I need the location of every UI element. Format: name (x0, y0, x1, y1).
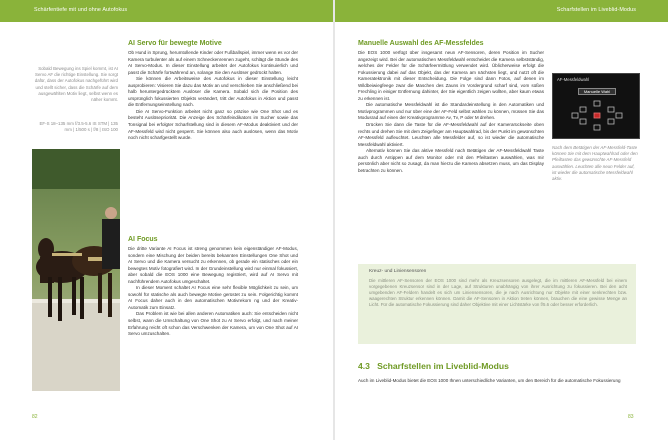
page-number-right: 83 (628, 414, 634, 420)
paragraph: Drücken Sie dann die Taste für die AF-Messfeldwahl auf der Kamerarückseite oben rechts und drehen Sie mit dem Zeigefinger am Hauptwahlrad, bis der Punkt im gewünschten AF-Messfeld aufleuchtet. Leuchten alle Messfelder auf, so ist wieder die automatische Messfeldwahl aktiviert. (358, 122, 545, 147)
info-box-title: Kreuz- und Liniensensoren (369, 269, 427, 274)
horse-carriage-illustration (32, 149, 120, 391)
header-bar-left (0, 0, 333, 22)
running-header-right: Scharfstellen im Liveblid-Modus (556, 7, 636, 13)
paragraph: Die AI Servo-Funktion arbeitet nicht ganz so präzise wie One Shot und es besteht Auslösepriorität. Die Anzeige des Schärfeindikators im Sucher sowie das Tonsignal bei erfolgter Scharfstellung sind in diesem AF-Modus deaktiviert und der AF-Messfeld wird nicht gesperrt. Sie können also auch auslösen, wenn das Motiv noch nicht scharfgestellt wurde. (128, 108, 298, 141)
af-field-text (358, 50, 544, 174)
paragraph: Alternativ können Sie das aktive Messfeld nach Betätigen der AF-Messfeldwahl Taste auch durch Antippen auf dem Monitor oder mit den Pfeiltasten auswählen, was mir persönlich aber nicht so zusagt, da man hierzu die Kamera absetzen muss, um das Display betrachten zu können. (358, 148, 544, 173)
ai-focus-text (128, 246, 298, 338)
ai-servo-text (128, 50, 298, 142)
info-box-text: Die mittleren AF-Sensoren der EOS 1000 sind mehr als Kreuzsensoren ausgelegt, die im mittleren AF-Messfeld bei einem vorgegebenen Kreuzsensor sind in der Lage, auf Strukturen unabhängig von ihrer Ausrichtung zu fokussieren. Bei den acht umgebenden AF-Feldern handelt es sich um Liniensensoren, die je nach Ausrichtung nur Objekte mit einer senkrechten bzw. waagerechten Struktur erkennen können. Damit die AF-Sensoren in Aktion treten können, brauchen die eine gewisse Menge an Licht. Für die automatische Fokussierung sind daher Objektive mit einer Lichtstärke von f/5.6 oder besser erforderlich. (369, 278, 627, 308)
header-bar-right (335, 0, 668, 22)
paragraph: Die automatische Messfeldwahl ist die Standardeinstellung in den Automatiken und Motivprogrammen und nur über eine der AF-Feld selbst wählen zu können, müssen Sie das Modusrad auf einen der Kreativprogramme Av, Tv, P oder M drehen. (358, 102, 544, 121)
camera-screen-mode: Manuelle Wahl (578, 88, 616, 95)
paragraph: Die dritte Variante AI Focus ist streng genommen kein eigenständiger AF-Modus, sondern eine Mischung der beiden bereits bekannten Einstellungen One Shot und AI Servo und die Kamera versucht zu erkennen, ob gerade ein statisches oder ein bewegtes Motiv fotografiert wird. In der Grundeinstellung wird nur einmal fokussiert, aber sobald die EOS 1000 eine Bewegung registriert, wird auf AI Servo mit nachführendem Autofokus umgeschaltet. (128, 246, 298, 284)
af-points-icon (570, 100, 624, 132)
camera-af-screen (552, 73, 640, 139)
paragraph: Ob Hund in Sprung, herumtollende Kinder oder Fußballspiel, immer wenn es vor der Kamera turbulenter als auf einem Schneckenrennen zugeht, schlägt die Stunde des AI Servo-Modus. In dieser Einstellung arbeitet der Autofokus kontinuierlich und passt die Schärfe fortwährend an, solange Sie den Auslöser gedrückt halten. (128, 50, 298, 75)
paragraph: Auch im Liveblid-Modus bietet die EOS 1000 Ihnen unterschiedliche Varianten, um den Bereich für die automatische Fokussierung (358, 378, 621, 383)
info-box (358, 264, 636, 344)
section-number: 4.3 (358, 361, 370, 371)
photo-exif: EF-S 18–135 mm f/3.5-5.6 IS STM | 135 mm | 1/500 s | f/8 | ISO 100 (39, 121, 118, 133)
section-heading-liveview (358, 361, 509, 371)
section-title-af-field: Manuelle Auswahl des AF-Messfeldes (358, 40, 484, 47)
paragraph: Das Problem ist wie bei allen anderen Automatiken auch: Sie entscheiden nicht selbst, wann die Umschaltung von One Shot zu AI Servo erfolgt, und nach meiner Erfahrung reicht oft schon das Verschwenken der Kamera, um von One Shot auf AI Servo umzuschalten. (128, 311, 298, 337)
section-title: Scharfstellen im Liveblid-Modus (377, 361, 509, 371)
horse-carriage-photo (32, 149, 120, 391)
liveview-text (358, 378, 636, 385)
paragraph: Die EOS 1000 verfügt über insgesamt neun AF-Sensoren, deren Position im Sucher angezeigt wird. Bei der automatischen Messfeldwahl entscheidet die Kamera selbstständig, welches der Felder für die Schärfeermittlung verwendet wird. Üblicherweise erfolgt die Fokussierung dabei auf das Objekt, das der Kamera am nächsten liegt, und nutzt oft die Kameratektronik mit dieser Entscheidung. Die Folge sind dann Fotos, auf denen im Wildbeiwiegfeege zwar die Maschen des Zauns im Vordergrund scharf sind, vom süßen Frechling in einiger Entfernung dahinter, der Sie eigentlich zeigen wollten, aber kaum etwas zu erkennen ist. (358, 50, 544, 101)
paragraph: In dieser Moment schaltet AI Focus eine sehr flexible Möglichkeit zu sein, um sowohl für statische als auch bewegte Motive gerüstet zu sein. Folgerichtig kommt AI Focus daher auch in den automatischen Motivrekorn ng und der Kreativ-Automatik zum Einsatz. (128, 285, 298, 310)
book-spine (333, 0, 335, 440)
section-title-ai-focus: AI Focus (128, 236, 158, 243)
section-title-ai-servo: AI Servo für bewegte Motive (128, 40, 222, 47)
photo-sidenote: Sobald Bewegung ins Spiel kommt, ist AI Servo AF die richtige Einstellung. Sie sorgt dafür, dass der Autofokus nachgeführt wird und stellt sicher, dass die Schärfe auf dem ausgewählten Motiv liegt, selbst wenn es näher kommt. (34, 66, 118, 103)
running-header-left: Schärfentiefe mit und ohne Autofokus (34, 7, 128, 13)
page-number-left: 82 (32, 414, 38, 420)
camera-screen-title: AF-Messfeldwahl (557, 77, 590, 82)
paragraph: Sie können die Arbeitsweise des Autofokus in dieser Einstellung leicht ausprobieren: Visieren Sie dazu das Motiv an und verschieben Sie anschließend bei halb heruntergedrücktem Auslöser die Kamera. Sobald sich die Position des ursprünglich fokussierten Objekts verändert, tritt der Autofokus in Aktion und passt die Entfernungseinstellung nach. (128, 76, 298, 108)
camera-caption: Nach dem Betätigen der AF-Messfeld-Taste können Sie mit dem Hauptwahlrad oder den Pfeiltasten das gewünschte AF-Messfeld auswählen. Leuchten alle neun Felder auf, ist wieder die automatische Messfeldwahl aktiv. (552, 145, 638, 182)
